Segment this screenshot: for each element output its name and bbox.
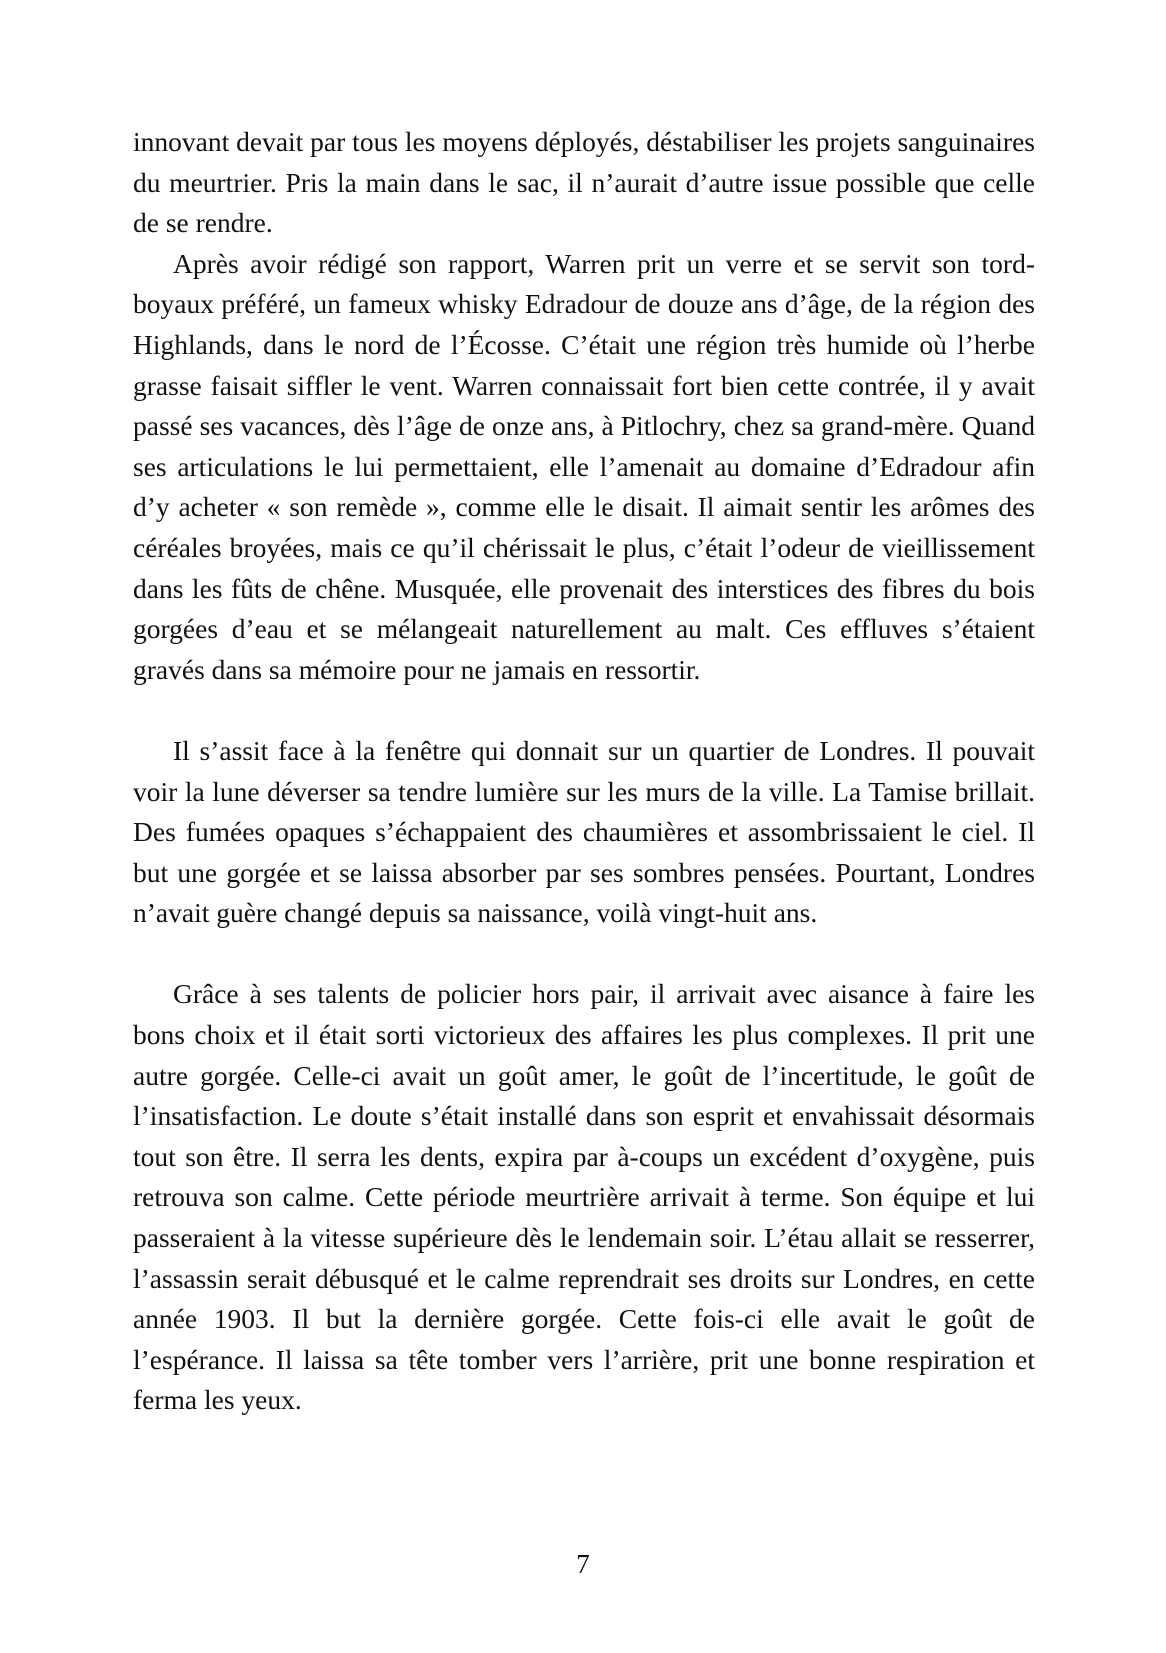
paragraph-continuation: innovant devait par tous les moyens déployés, déstabiliser les projets sanguinaires du meurtrier. Pris la main dans le sac, il n’aurait d’autre issue possible que celle de se rendre. [133, 126, 1035, 239]
paragraph-warren-whisky: Après avoir rédigé son rapport, Warren prit un verre et se servit son tord-boyaux préféré, un fameux whisky Edradour de douze ans d’âge, de la région des Highlands, dans le nord de l’Écosse. C’était une région très humide où l’herbe grasse faisait siffler le vent. Warren connaissait fort bien cette contrée, il y avait passé ses vacances, dès l’âge de onze ans, à Pitlochry, chez sa grand-mère. Quand ses articulations le lui permettaient, elle l’amenait au domaine d’Edradour afin d’y acheter « son remède », comme elle le disait. Il aimait sentir les arômes des céréales broyées, mais ce qu’il chérissait le plus, c’était l’odeur de vieillissement dans les fûts de chêne. Musquée, elle provenait des interstices des fibres du bois gorgées d’eau et se mélangeait naturellement au malt. Ces effluves s’étaient gravés dans sa mémoire pour ne jamais en ressortir. [133, 247, 1035, 685]
paragraph-window-london: Il s’assit face à la fenêtre qui donnait sur un quartier de Londres. Il pouvait voir la lune déverser sa tendre lumière sur les murs de la ville. La Tamise brillait. Des fumées opaques s’échappaient des chaumières et assombrissaient le ciel. Il but une gorgée et se laissa absorber par ses sombres pensées. Pourtant, Londres n’avait guère changé depuis sa naissance, voilà vingt-huit ans. [133, 734, 1035, 929]
paragraph-policier-gorgee: Grâce à ses talents de policier hors pair, il arrivait avec aisance à faire les bons choix et il était sorti victorieux des affaires les plus complexes. Il prit une autre gorgée. Celle-ci avait un goût amer, le goût de l’incertitude, le goût de l’insatisfaction. Le doute s’était installé dans son esprit et envahissait désormais tout son être. Il serra les dents, expira par à-coups un excédent d’oxygène, puis retrouva son calme. Cette période meurtrière arrivait à terme. Son équipe et lui passeraient à la vitesse supérieure dès le lendemain soir. L’étau allait se resserrer, l’assassin serait débusqué et le calme reprendrait ses droits sur Londres, en cette année 1903. Il but la dernière gorgée. Cette fois-ci elle avait le goût de l’espérance. Il laissa sa tête tomber vers l’arrière, prit une bonne respiration et ferma les yeux. [133, 978, 1035, 1416]
page-number: 7 [576, 1549, 590, 1579]
body-text [133, 122, 1035, 1421]
